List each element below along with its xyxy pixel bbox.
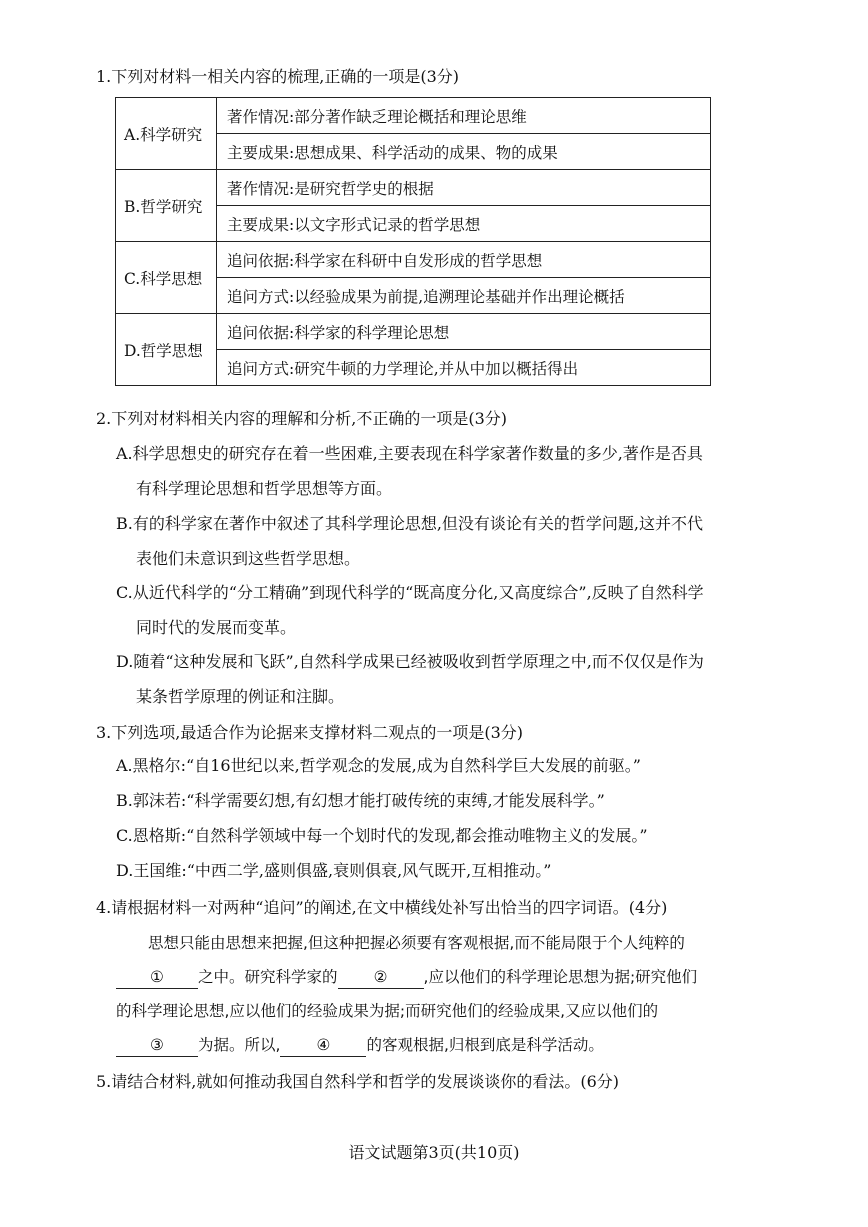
passage-line: 思想只能由思想来把握,但这种把握必须要有客观根据,而不能局限于个人纯粹的 xyxy=(148,934,685,952)
option-line: A.科学思想史的研究存在着一些困难,主要表现在科学家著作数量的多少,著作是否具 xyxy=(116,444,703,463)
option-line: 某条哲学原理的例证和注脚。 xyxy=(136,687,345,706)
question-3-option-a: A.黑格尔:“自16世纪以来,哲学观念的发展,成为自然科学巨大发展的前驱。” xyxy=(116,756,641,775)
table-row xyxy=(116,314,711,350)
table-cell: 主要成果:以文字形式记录的哲学思想 xyxy=(217,206,711,242)
passage-line: 的科学理论思想,应以他们的经验成果为据;而研究他们的经验成果,又应以他们的 xyxy=(116,1002,659,1020)
table-row xyxy=(116,170,711,206)
question-4-passage xyxy=(116,926,788,1062)
table-cell: 追问依据:科学家在科研中自发形成的哲学思想 xyxy=(217,242,711,278)
blank-1[interactable]: ① xyxy=(116,966,198,989)
option-a-category: A.科学研究 xyxy=(116,98,217,170)
passage-text: 的客观根据,归根到底是科学活动。 xyxy=(366,1036,604,1054)
question-4-title: 4.请根据材料一对两种“追问”的阐述,在文中横线处补写出恰当的四字词语。(4分) xyxy=(96,898,668,917)
table-cell: 著作情况:是研究哲学史的根据 xyxy=(217,170,711,206)
question-2-option-c xyxy=(116,575,796,645)
question-3-option-c: C.恩格斯:“自然科学领域中每一个划时代的发现,都会推动唯物主义的发展。” xyxy=(116,826,648,845)
option-line: D.随着“这种发展和飞跃”,自然科学成果已经被吸收到哲学原理之中,而不仅仅是作为 xyxy=(116,652,704,671)
page-footer: 语文试题第3页(共10页) xyxy=(348,1143,520,1162)
question-3-options xyxy=(116,748,796,888)
question-1-table xyxy=(115,97,711,386)
question-2-title: 2.下列对材料相关内容的理解和分析,不正确的一项是(3分) xyxy=(96,409,508,428)
question-3-title: 3.下列选项,最适合作为论据来支撑材料二观点的一项是(3分) xyxy=(96,723,524,742)
option-line: C.从近代科学的“分工精确”到现代科学的“既高度分化,又高度综合”,反映了自然科学 xyxy=(116,583,704,602)
option-b-category: B.哲学研究 xyxy=(116,170,217,242)
passage-text: 之中。研究科学家的 xyxy=(198,968,338,986)
passage-text: ,应以他们的科学理论思想为据;研究他们 xyxy=(423,968,698,986)
blank-2[interactable]: ② xyxy=(338,966,424,989)
option-c-category: C.科学思想 xyxy=(116,242,217,314)
question-5-title: 5.请结合材料,就如何推动我国自然科学和哲学的发展谈谈你的看法。(6分) xyxy=(96,1072,620,1091)
question-2-option-b xyxy=(116,506,796,576)
blank-3[interactable]: ③ xyxy=(116,1034,198,1057)
question-2-option-a xyxy=(116,436,796,506)
blank-4[interactable]: ④ xyxy=(280,1034,366,1057)
passage-line xyxy=(116,1028,788,1062)
option-line: B.有的科学家在著作中叙述了其科学理论思想,但没有谈论有关的哲学问题,这并不代 xyxy=(116,514,704,533)
passage-line xyxy=(116,960,788,994)
option-d-category: D.哲学思想 xyxy=(116,314,217,386)
table-row xyxy=(116,242,711,278)
question-3-option-d: D.王国维:“中西二学,盛则俱盛,衰则俱衰,风气既开,互相推动。” xyxy=(116,861,552,880)
question-1-title: 1.下列对材料一相关内容的梳理,正确的一项是(3分) xyxy=(96,67,460,86)
option-line: 表他们未意识到这些哲学思想。 xyxy=(136,549,361,568)
option-line: 有科学理论思想和哲学思想等方面。 xyxy=(136,479,393,498)
table-cell: 追问依据:科学家的科学理论思想 xyxy=(217,314,711,350)
table-cell: 著作情况:部分著作缺乏理论概括和理论思维 xyxy=(217,98,711,134)
question-2-option-d xyxy=(116,644,796,714)
question-3-option-b: B.郭沫若:“科学需要幻想,有幻想才能打破传统的束缚,才能发展科学。” xyxy=(116,791,605,810)
table-row xyxy=(116,98,711,134)
passage-text: 为据。所以, xyxy=(198,1036,281,1054)
table-cell: 追问方式:以经验成果为前提,追溯理论基础并作出理论概括 xyxy=(217,278,711,314)
table-cell: 追问方式:研究牛顿的力学理论,并从中加以概括得出 xyxy=(217,350,711,386)
option-line: 同时代的发展而变革。 xyxy=(136,618,297,637)
table-cell: 主要成果:思想成果、科学活动的成果、物的成果 xyxy=(217,134,711,170)
